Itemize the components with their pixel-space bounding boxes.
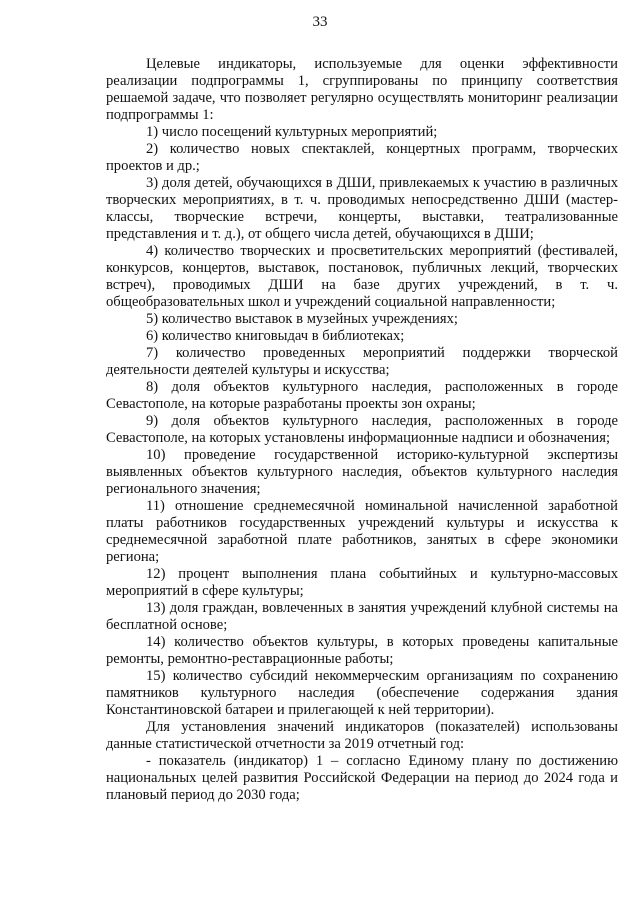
indicator-item-1: 1) число посещений культурных мероприятий;	[146, 124, 438, 140]
indicator-item-3: 3) доля детей, обучающихся в ДШИ, привлекаемых к участию в различных творческих мероприятиях, в т. ч. проводимых непосредственно ДШИ (мастер-классы, творческие встречи, концерты, выставки, театрализованные представления и т. д.), от общего числа детей, обучающихся в ДШИ;	[106, 175, 618, 242]
indicator-item-2: 2) количество новых спектаклей, концертных программ, творческих проектов и др.;	[106, 141, 618, 174]
indicator-item-15: 15) количество субсидий некоммерческим организациям по сохранению памятников культурного наследия (обеспечение содержания здания Константиновской батареи и прилегающей к ней территории).	[106, 668, 618, 718]
indicator-item-10: 10) проведение государственной историко-культурной экспертизы выявленных объектов культурного наследия, объектов культурного наследия регионального значения;	[106, 447, 618, 497]
page-number: 33	[312, 14, 328, 30]
indicator-item-14: 14) количество объектов культуры, в которых проведены капитальные ремонты, ремонтно-реставрационные работы;	[106, 634, 618, 667]
indicator-source-note-1: - показатель (индикатор) 1 – согласно Единому плану по достижению национальных целей развития Российской Федерации на период до 2024 года и плановый период до 2030 года;	[106, 753, 618, 803]
indicator-item-5: 5) количество выставок в музейных учреждениях;	[146, 311, 458, 327]
intro-paragraph: Целевые индикаторы, используемые для оценки эффективности реализации подпрограммы 1, сгруппированы по принципу соответствия решаемой задаче, что позволяет регулярно осуществлять мониторинг реализации подпрограммы 1:	[106, 56, 618, 123]
indicator-item-7: 7) количество проведенных мероприятий поддержки творческой деятельности деятелей культуры и искусства;	[106, 345, 618, 378]
indicator-item-9: 9) доля объектов культурного наследия, расположенных в городе Севастополе, на которых установлены информационные надписи и обозначения;	[106, 413, 618, 446]
document-body	[106, 56, 618, 804]
data-sources-paragraph: Для установления значений индикаторов (показателей) использованы данные статистической отчетности за 2019 отчетный год:	[106, 719, 618, 752]
indicator-item-4: 4) количество творческих и просветительских мероприятий (фестивалей, конкурсов, концертов, выставок, постановок, публичных лекций, творческих встреч), проводимых ДШИ на базе других учреждений, в т. ч. общеобразовательных школ и учреждений социальной направленности;	[106, 243, 618, 310]
indicator-item-6: 6) количество книговыдач в библиотеках;	[146, 328, 405, 344]
indicator-item-11: 11) отношение среднемесячной номинальной начисленной заработной платы работников государственных учреждений культуры и искусства к среднемесячной заработной плате работников, занятых в сфере экономики региона;	[106, 498, 618, 565]
indicator-item-12: 12) процент выполнения плана событийных и культурно-массовых мероприятий в сфере культуры;	[106, 566, 618, 599]
indicator-item-8: 8) доля объектов культурного наследия, расположенных в городе Севастополе, на которые разработаны проекты зон охраны;	[106, 379, 618, 412]
indicator-item-13: 13) доля граждан, вовлеченных в занятия учреждений клубной системы на бесплатной основе;	[106, 600, 618, 633]
